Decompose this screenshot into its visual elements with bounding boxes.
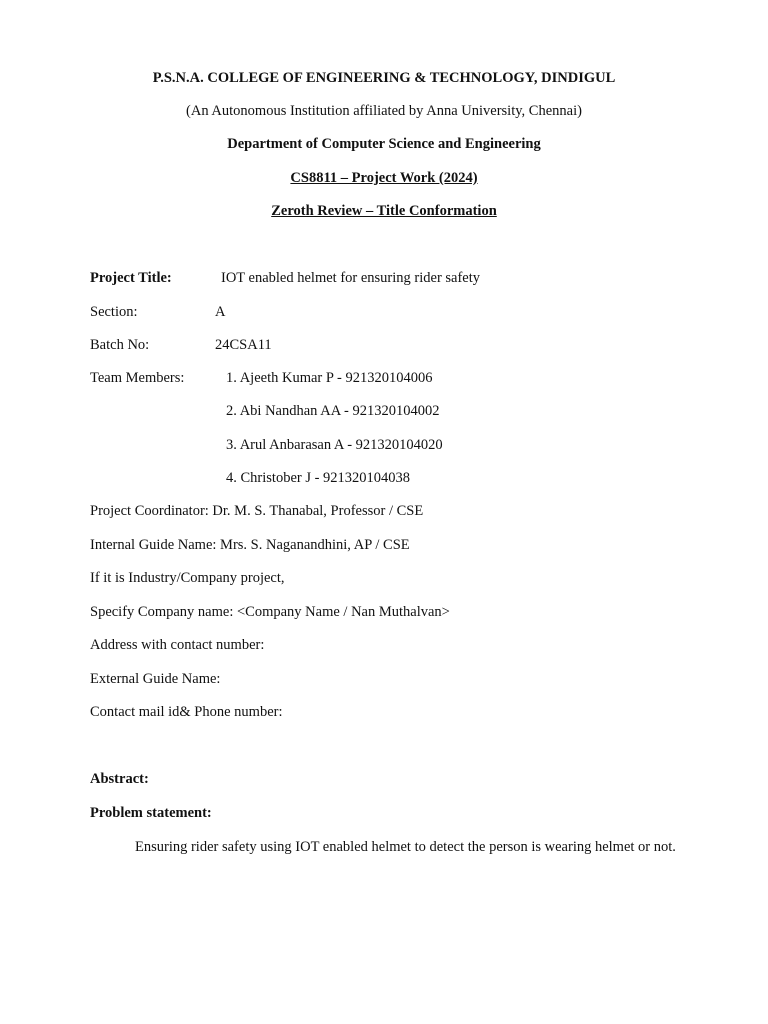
problem-statement-text: Ensuring rider safety using IOT enabled helmet to detect the person is wearing helmet or not. <box>135 839 676 855</box>
batch-value: 24CSA11 <box>215 337 272 353</box>
industry-line: If it is Industry/Company project, <box>90 570 285 586</box>
team-member-item: 2. Abi Nandhan AA - 921320104002 <box>226 403 440 419</box>
project-title-label: Project Title: <box>90 270 172 286</box>
course-title: CS8811 – Project Work (2024) <box>290 170 478 186</box>
address-line: Address with contact number: <box>90 637 265 653</box>
affiliation-line: (An Autonomous Institution affiliated by Anna University, Chennai) <box>186 103 582 119</box>
team-member-item: 1. Ajeeth Kumar P - 921320104006 <box>226 370 433 386</box>
section-label: Section: <box>90 304 138 320</box>
internal-guide-line: Internal Guide Name: Mrs. S. Naganandhini, AP / CSE <box>90 537 410 553</box>
team-member-item: 4. Christober J - 921320104038 <box>226 470 411 486</box>
abstract-heading: Abstract: <box>90 771 149 787</box>
department-title: Department of Computer Science and Engineering <box>227 136 541 152</box>
batch-label: Batch No: <box>90 337 150 353</box>
college-title: P.S.N.A. COLLEGE OF ENGINEERING & TECHNOLOGY, DINDIGUL <box>152 70 616 86</box>
team-members-label: Team Members: <box>90 370 185 386</box>
coordinator-line: Project Coordinator: Dr. M. S. Thanabal, Professor / CSE <box>90 503 424 519</box>
review-title: Zeroth Review – Title Conformation <box>271 203 497 219</box>
company-line: Specify Company name: <Company Name / Nan Muthalvan> <box>90 604 450 620</box>
project-title-value: IOT enabled helmet for ensuring rider safety <box>221 270 481 286</box>
team-member-item: 3. Arul Anbarasan A - 921320104020 <box>226 437 443 453</box>
external-guide-line: External Guide Name: <box>90 671 221 687</box>
contact-line: Contact mail id& Phone number: <box>90 704 283 720</box>
section-value: A <box>215 304 226 320</box>
problem-statement-heading: Problem statement: <box>90 805 212 821</box>
